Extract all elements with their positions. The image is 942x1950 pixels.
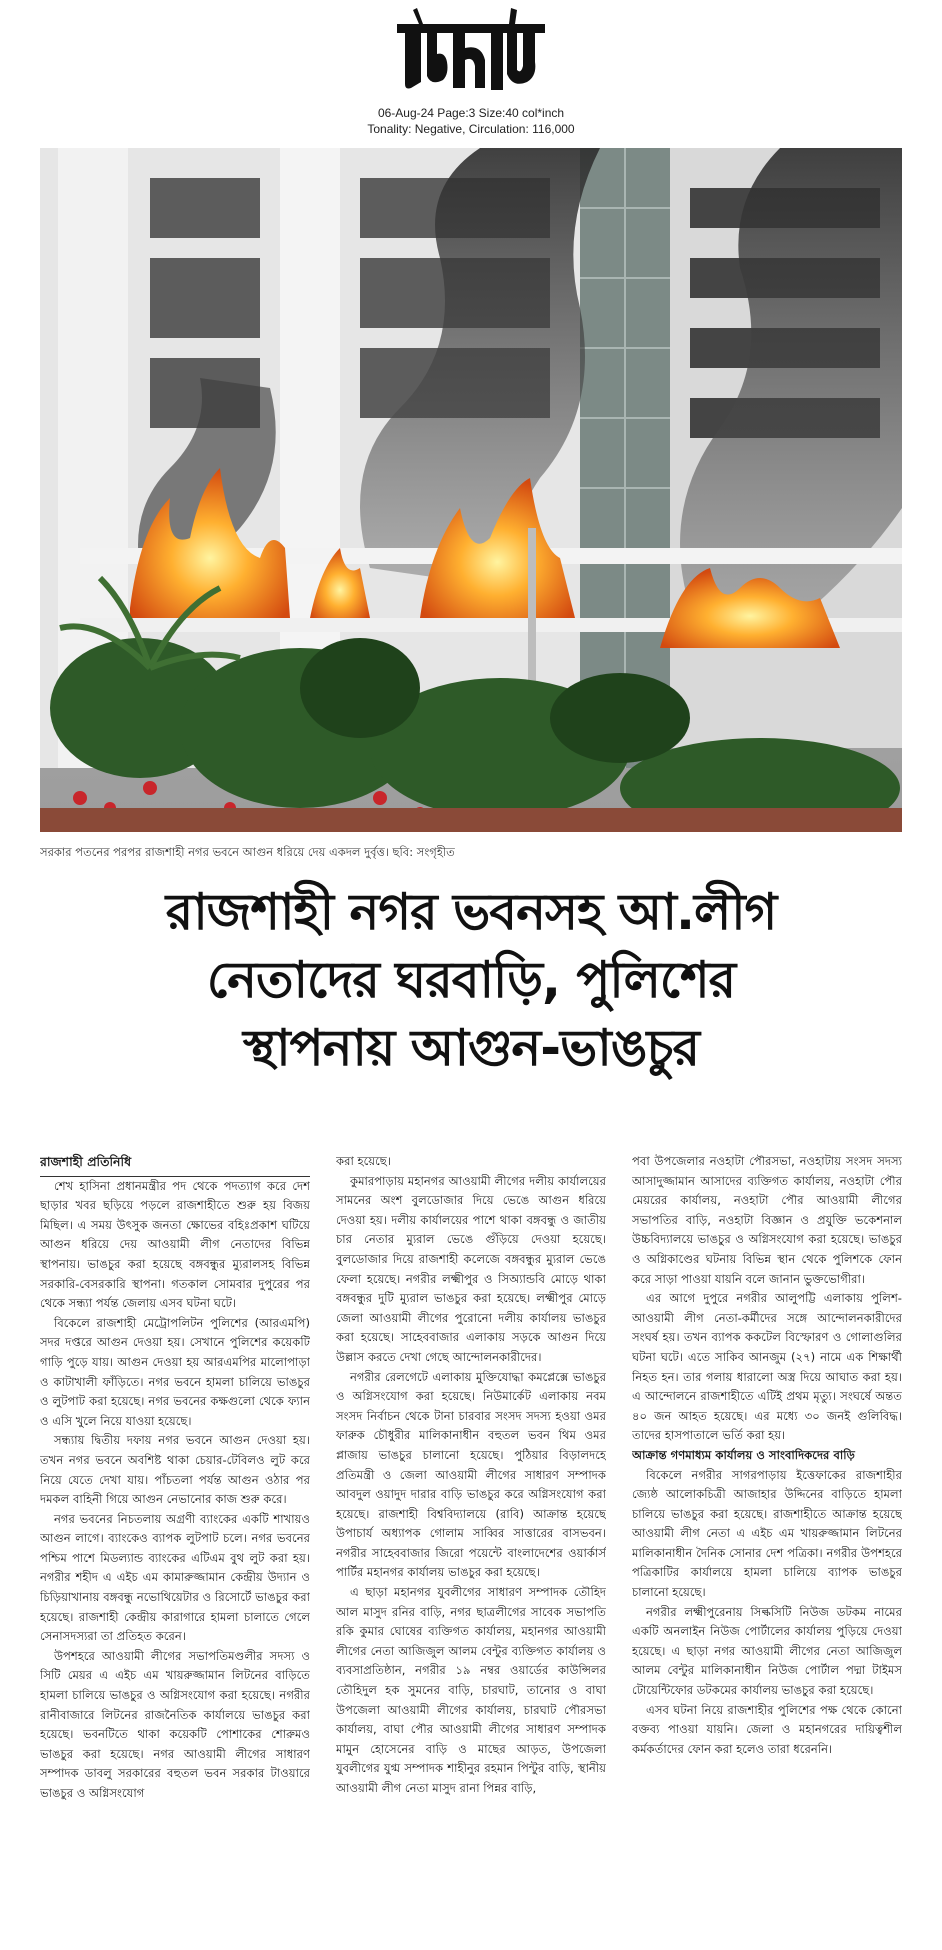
masthead [0, 0, 942, 150]
burning-building-illustration [40, 148, 902, 832]
paragraph: কুমারপাড়ায় মহানগর আওয়ামী লীগের দলীয় কার্যালয়ের সামনের অংশ বুলডোজার দিয়ে ভেঙে আগুন ধরিয়ে দেওয়া হয়। দলীয় কার্যালয়ের পাশে থাকা বঙ্গবন্ধু ও জাতীয় চার নেতার ম্যুরাল ভেঙে গুঁড়িয়ে দেওয়া হয়েছে। বুলডোজার দিয়ে রাজশাহী কলেজে বঙ্গবন্ধুর ম্যুরাল ভেঙে ফেলা হয়েছে। নগরীর লক্ষ্মীপুর ও সিঅ্যান্ডবি মোড়ে থাকা বঙ্গবন্ধুর দুটি ম্যুরাল ভাঙচুর করা হয়েছে। লক্ষ্মীপুর মোড়ে জেলা আওয়ামী লীগের পুরোনো দলীয় কার্যালয় ভাঙচুর করা হয়েছে। সাহেববাজার এলাকায় সড়কে আগুন দিয়ে উল্লাস করতে দেখা গেছে আন্দোলনকারীদের। [336, 1173, 606, 1364]
photo-caption: সরকার পতনের পরপর রাজশাহী নগর ভবনে আগুন ধরিয়ে দেয় একদল দুর্বৃত্ত। ছবি: সংগৃহীত [40, 845, 455, 859]
paragraph: বিকেলে রাজশাহী মেট্রোপলিটন পুলিশের (আরএমপি) সদর দপ্তরে আগুন দেওয়া হয়। সেখানে পুলিশের কয়েকটি গাড়ি পুড়ে যায়। আগুন দেওয়া হয় আরএমপির মালোপাড়া ও কাটাখালী ফাঁড়িতে। নগর ভবনে হামলা চালিয়ে ভাঙচুর ও লুটপাট করা হয়েছে। নগর ভবনের কক্ষগুলো থেকে ফ্যান ও এসি খুলে নিয়ে যাওয়া হয়েছে। [40, 1315, 310, 1428]
article-column-1 [40, 1152, 310, 1942]
paragraph: নগরীর লক্ষ্মীপুরেনায় সিল্কসিটি নিউজ ডটকম নামের একটি অনলাইন নিউজ পোর্টালের কার্যালয় পুড়িয়ে দেওয়া হয়েছে। এ ছাড়া নগর আওয়ামী লীগের নেতা আজিজুল আলম বেন্টুর মালিকানাধীন নিউজ পোর্টাল পদ্মা টাইমস টোয়েন্টিফোর ডটকমের কার্যালয় ভাঙচুর করা হয়েছে। [632, 1604, 902, 1698]
clipping-meta-date: 06-Aug-24 Page:3 Size:40 col*inch [377, 106, 565, 120]
paragraph: এর আগে দুপুরে নগরীর আলুপট্টি এলাকায় পুলিশ-আওয়ামী লীগ নেতা-কর্মীদের সঙ্গে আন্দোলনকারীদের সংঘর্ষ হয়। তখন ব্যাপক ককটেল বিস্ফোরণ ও গোলাগুলির ঘটনা ঘটে। এতে সাকিব আনজুম (২৭) নামে এক শিক্ষার্থী নিহত হন। তার গলায় ধারালো অস্ত্র দিয়ে আঘাত করা হয়। এ আন্দোলনে রাজশাহীতে এটিই প্রথম মৃত্যু। সংঘর্ষে অন্তত ৪০ জন আহত হয়েছে। এর মধ্যে ৩০ জনই গুলিবিদ্ধ। তাদের হাসপাতালে ভর্তি করা হয়। [632, 1291, 902, 1443]
byline: রাজশাহী প্রতিনিধি [40, 1152, 310, 1177]
article-column-3 [632, 1152, 902, 1942]
paragraph: পবা উপজেলার নওহাটা পৌরসভা, নওহাটায় সংসদ সদস্য আসাদুজ্জামান আসাদের ব্যক্তিগত কার্যালয়, নওহাটা পৌর মেয়রের কার্যালয়, নওহাটা পৌর আওয়ামী লীগের সভাপতির বাড়ি, নওহাটা বিজ্ঞান ও প্রযুক্তি ভকেশনাল উচ্চবিদ্যালয়ে ভাঙচুর ও অগ্নিসংযোগ করা হয়েছে। ভাঙচুর ও অগ্নিকাণ্ডের ঘটনায় বিভিন্ন স্থান থেকে পুলিশকে ফোন করে সাড়া পাওয়া যায়নি বলে জানান ভুক্তভোগীরা। [632, 1154, 902, 1286]
clipping-meta-tonality: Tonality: Negative, Circulation: 116,000 [367, 122, 575, 136]
headline-line-1: রাজশাহী নগর ভবনসহ আ.লীগ [165, 883, 777, 941]
paragraph: বিকেলে নগরীর সাগরপাড়ায় ইত্তেফাকের রাজশাহীর জ্যেষ্ঠ আলোকচিত্রী আজাহার উদ্দিনের বাড়িতে হামলা চালিয়ে ভাঙচুর করা হয়েছে। রাজশাহীতে আক্রান্ত হয়েছে আওয়ামী লীগ নেতা এ এইচ এম খায়রুজ্জামান লিটনের মালিকানাধীন দৈনিক সোনার দেশ পত্রিকা। নগরীর উপশহরে পত্রিকাটির কার্যালয়ে হামলা চালিয়ে ব্যাপক ভাঙচুর চালানো হয়েছে। [632, 1467, 902, 1600]
article-headline [40, 878, 902, 1082]
paragraph: নগরীর রেলগেটে এলাকায় মুক্তিযোদ্ধা কমপ্লেক্সে ভাঙচুর ও অগ্নিসংযোগ করা হয়েছে। নিউমার্কেট এলাকায় নবম সংসদ নির্বাচন থেকে টানা চারবার সংসদ সদস্য হওয়া ওমর ফারুক চৌধুরীর মালিকানাধীন বহুতল ভবন থিম ওমর প্লাজায় ভাঙচুর চালানো হয়েছে। পুঠিয়ার বিড়ালদহে প্রতিমন্ত্রী ও জেলা আওয়ামী লীগের সাধারণ সম্পাদক আবদুল ওয়াদুদ দারার বাড়ি ভাঙচুর করে অগ্নিসংযোগ করা হয়েছে। রাজশাহী বিশ্ববিদ্যালয়ে (রাবি) আক্রান্ত হয়েছে উপাচার্য অধ্যাপক গোলাম সাব্বির সাত্তারের বাসভবন। নগরীর সাহেববাজার জিরো পয়েন্টে বাংলাদেশের ওয়ার্কার্স পার্টির মহানগর কার্যালয় ভাঙচুর করা হয়েছে। [336, 1369, 606, 1580]
headline-line-3: স্থাপনায় আগুন-ভাঙচুর [243, 1019, 699, 1077]
paragraph: সন্ধ্যায় দ্বিতীয় দফায় নগর ভবনে আগুন দেওয়া হয়। তখন নগর ভবনে অবশিষ্ট থাকা চেয়ার-টেবিলও লুট করে নিয়ে যেতে দেখা যায়। পাঁচতলা পর্যন্ত আগুন ওঠার পর দমকল বাহিনী গিয়ে আগুন নেভানোর কাজ শুরু করে। [40, 1433, 310, 1507]
paragraph: নগর ভবনের নিচতলায় অগ্রণী ব্যাংকের একটি শাখায়ও আগুন লাগে। ব্যাংকেও ব্যাপক লুটপাট চলে। নগর ভবনের পশ্চিম পাশে মিডল্যান্ড ব্যাংকের এটিএম বুথ লুট করা হয়। নগরীর শহীদ এ এইচ এম কামারুজ্জামান কেন্দ্রীয় উদ্যান ও চিড়িয়াখানায় বঙ্গবন্ধু নভোথিয়েটার ও রিসোর্টে ভাঙচুর করা হয়েছে। রাজশাহী কেন্দ্রীয় কারাগারে হামলা চালাতে গেলে সেনাসদস্যরা তা প্রতিহত করেন। [40, 1511, 310, 1644]
paragraph: শেখ হাসিনা প্রধানমন্ত্রীর পদ থেকে পদত্যাগ করে দেশ ছাড়ার খবর ছড়িয়ে পড়লে রাজশাহীতে শুরু হয় বিজয় মিছিল। এ সময় উৎসুক জনতা ক্ষোভের বহিঃপ্রকাশ ঘটিয়ে আগুন ধরিয়ে দেয় আওয়ামী লীগ নেতাদের বিভিন্ন স্থাপনায়। ভাঙচুর করা হয়েছে বঙ্গবন্ধুর ম্যুরালসহ বিভিন্ন সরকারি-বেসরকারি স্থাপনা। গতকাল সোমবার দুপুরের পর থেকে সন্ধ্যা পর্যন্ত জেলায় এসব ঘটনা ঘটে। [40, 1178, 310, 1311]
newspaper-logo [391, 4, 551, 100]
headline-line-2: নেতাদের ঘরবাড়ি, পুলিশের [206, 951, 736, 1009]
paragraph: করা হয়েছে। [336, 1154, 391, 1168]
paragraph: এ ছাড়া মহানগর যুবলীগের সাধারণ সম্পাদক তৌহিদ আল মাসুদ রনির বাড়ি, নগর ছাত্রলীগের সাবেক সভাপতি রকি কুমার ঘোষের ব্যক্তিগত কার্যালয়, মহানগর আওয়ামী লীগের নেতা আজিজুল আলম বেন্টুর ব্যক্তিগত কার্যালয় ও ব্যবসাপ্রতিষ্ঠান, নগরীর ১৯ নম্বর ওয়ার্ডের কাউন্সিলর তৌহিদুল হক সুমনের বাড়ি, চারঘাট, তানোর ও বাঘা উপজেলা আওয়ামী লীগের কার্যালয়, চারঘাট পৌরসভা কার্যালয়, বাঘা পৌর আওয়ামী লীগের সাধারণ সম্পাদক মামুন হোসেনের বাড়ি ও মাছের আড়ত, উপজেলা যুবলীগের যুগ্ম সম্পাদক শাহীনুর রহমান পিন্টুর বাড়ি, স্থানীয় আওয়ামী লীগ নেতা মাসুদ রানা পিন্নর বাড়ি, [336, 1585, 606, 1795]
paragraph: এসব ঘটনা নিয়ে রাজশাহীর পুলিশের পক্ষ থেকে কোনো বক্তব্য পাওয়া যায়নি। জেলা ও মহানগরের দায়িত্বশীল কর্মকর্তাদের ফোন করা হলেও তারা ধরেননি। [632, 1702, 902, 1756]
news-photo-burning-building [40, 148, 902, 832]
article-column-2 [336, 1152, 606, 1942]
paragraph: উপশহরে আওয়ামী লীগের সভাপতিমণ্ডলীর সদস্য ও সিটি মেয়র এ এইচ এম খায়রুজ্জামান লিটনের বাড়িতে হামলা চালিয়ে ভাঙচুর ও অগ্নিসংযোগ করা হয়েছে। নগরীর রানীবাজারে লিটনের রাজনৈতিক কার্যালয়ে ভাঙচুর করা হয়েছে। ভবনটিতে থাকা কয়েকটি পোশাকের শোরুমও ভাঙচুর করা হয়েছে। নগর আওয়ামী লীগের সাধারণ সম্পাদক ডাবলু সরকারের বহুতল ভবন সরকার টাওয়ারে ভাঙচুর ও অগ্নিসংযোগ [40, 1648, 310, 1800]
section-subheading: আক্রান্ত গণমাধ্যম কার্যালয় ও সাংবাদিকদের বাড়ি [632, 1447, 855, 1462]
